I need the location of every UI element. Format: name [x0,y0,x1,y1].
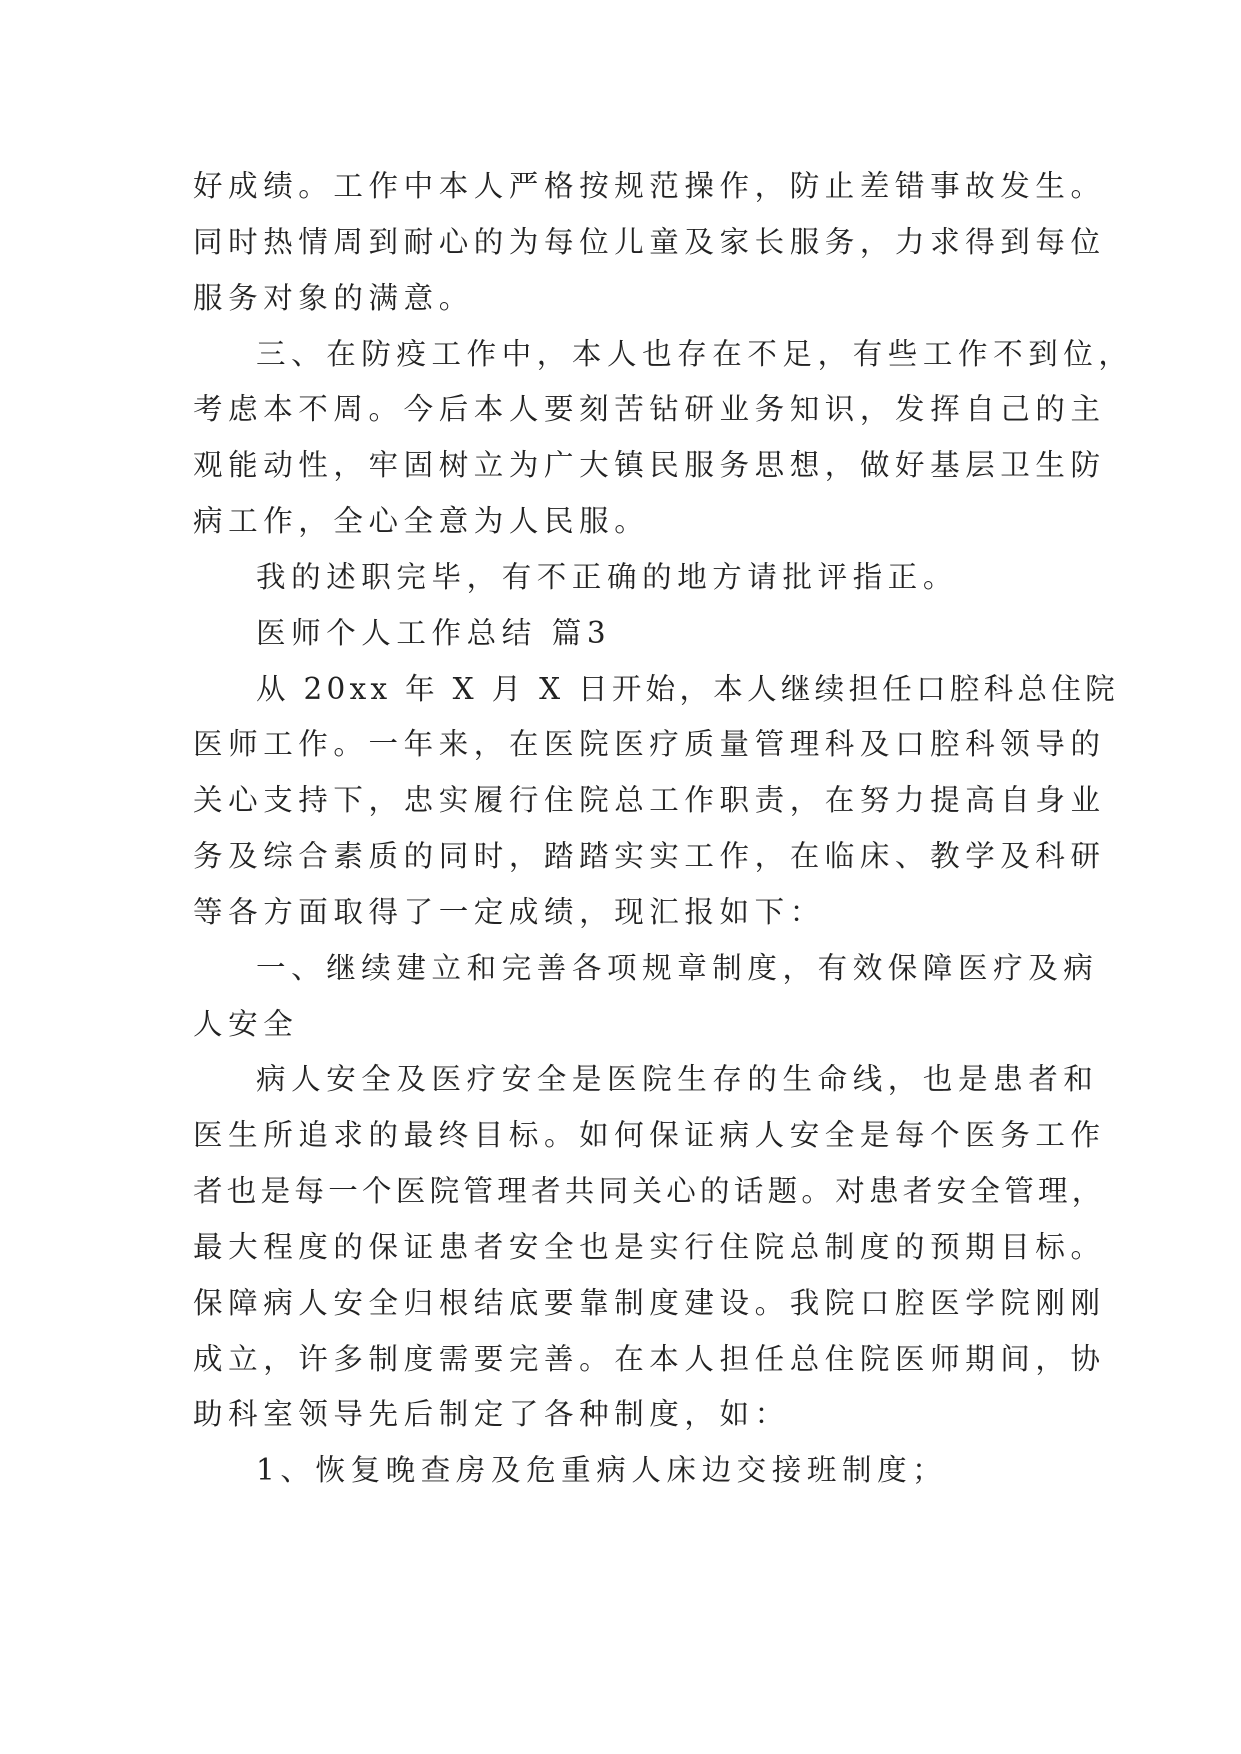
paragraph-start-line: 病人安全及医疗安全是医院生存的生命线，也是患者和 [256,1062,1099,1096]
body-line: 好成绩。工作中本人严格按规范操作，防止差错事故发生。 [193,169,1106,203]
body-line: 同时热情周到耐心的为每位儿童及家长服务，力求得到每位 [193,225,1106,259]
body-line: 保障病人安全归根结底要靠制度建设。我院口腔医学院刚刚 [193,1286,1106,1320]
body-line: 病工作，全心全意为人民服。 [193,504,650,538]
body-line: 服务对象的满意。 [193,281,474,315]
body-line: 等各方面取得了一定成绩，现汇报如下： [193,895,825,929]
body-line: 务及综合素质的同时，踏踏实实工作，在临床、教学及科研 [193,839,1106,873]
body-line: 人安全 [193,1007,299,1041]
body-line: 者也是每一个医院管理者共同关心的话题。对患者安全管理， [193,1174,1106,1208]
body-line: 医师工作。一年来，在医院医疗质量管理科及口腔科领导的 [193,727,1106,761]
body-line: 最大程度的保证患者安全也是实行住院总制度的预期目标。 [193,1230,1106,1264]
body-line: 医生所追求的最终目标。如何保证病人安全是每个医务工作 [193,1118,1106,1152]
paragraph-start-line: 一、继续建立和完善各项规章制度，有效保障医疗及病 [256,951,1099,985]
paragraph-start-line: 三、在防疫工作中，本人也存在不足，有些工作不到位， [256,337,1134,371]
paragraph-start-line: 1、恢复晚查房及危重病人床边交接班制度； [256,1453,948,1487]
body-line: 成立，许多制度需要完善。在本人担任总住院医师期间，协 [193,1342,1106,1376]
body-line: 观能动性，牢固树立为广大镇民服务思想，做好基层卫生防 [193,448,1106,482]
body-line: 助科室领导先后制定了各种制度，如： [193,1397,790,1431]
paragraph-start-line: 我的述职完毕，有不正确的地方请批评指正。 [256,560,959,594]
body-line: 关心支持下，忠实履行住院总工作职责，在努力提高自身业 [193,783,1106,817]
section-heading: 医师个人工作总结 篇3 [256,616,612,650]
body-line: 考虑本不周。今后本人要刻苦钻研业务知识，发挥自己的主 [193,392,1106,426]
paragraph-start-line: 从 20xx 年 X 月 X 日开始，本人继续担任口腔科总住院 [256,672,1119,706]
